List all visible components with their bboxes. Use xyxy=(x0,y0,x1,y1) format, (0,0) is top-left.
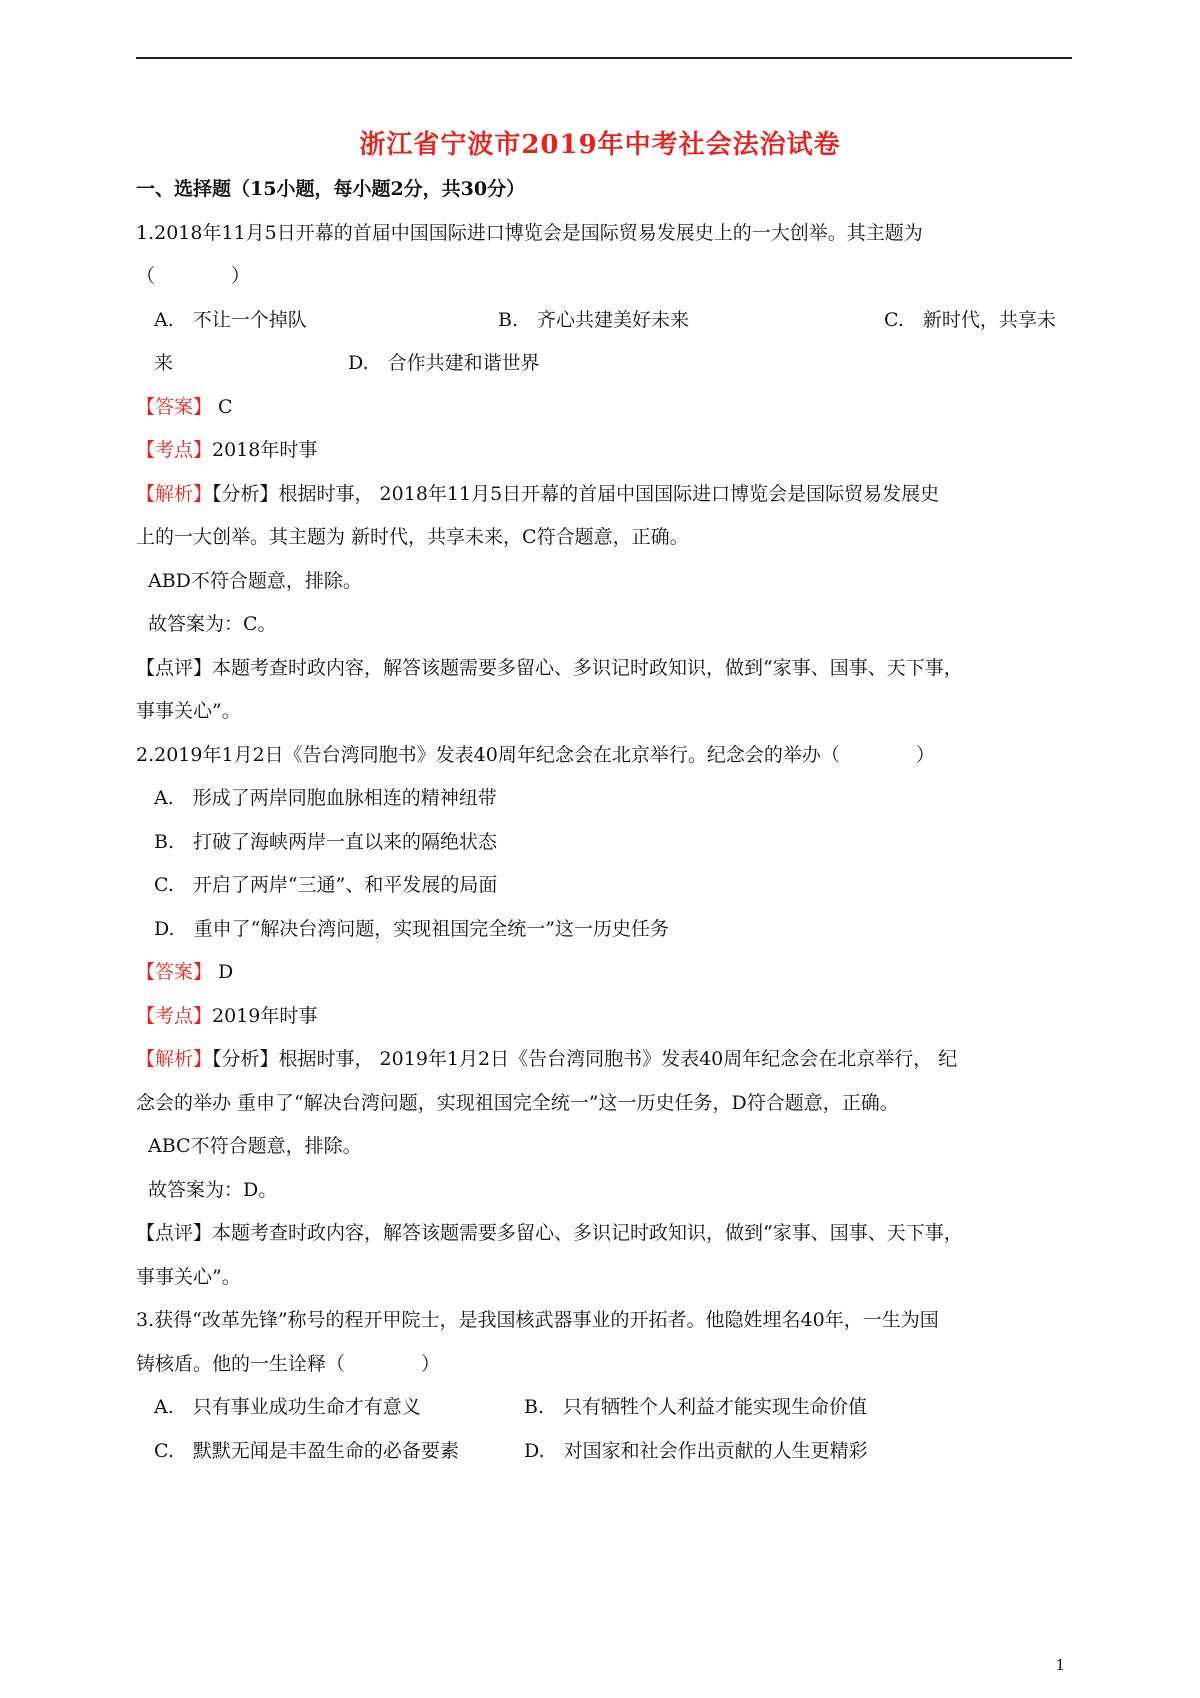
q1-option-d: D. 合作共建和谐世界 xyxy=(348,352,540,374)
q1-comment-line-2: 事事关心”。 xyxy=(136,700,241,722)
header-rule xyxy=(136,57,1072,59)
section-heading: 一、选择题（15小题，每小题2分，共30分） xyxy=(136,178,526,200)
q2-stem: 2.2019年1月2日《告台湾同胞书》发表40周年纪念会在北京举行。纪念会的举办（ ） xyxy=(136,744,935,766)
page-title: 浙江省宁波市2019年中考社会法治试卷 xyxy=(359,130,841,160)
q1-analysis-line-2: 上的一大创举。其主题为 新时代，共享未来，C符合题意，正确。 xyxy=(136,526,689,548)
q3-stem-line-2: 铸核盾。他的一生诠释（ ） xyxy=(136,1353,441,1375)
q1-analysis-line-1 xyxy=(136,481,939,507)
q2-analysis-line-4: 故答案为：D。 xyxy=(148,1179,278,1201)
q2-analysis-line-3: ABC不符合题意，排除。 xyxy=(148,1135,362,1157)
analysis-tag: 【解析】 xyxy=(136,483,213,505)
q1-option-b: B. 齐心共建美好未来 xyxy=(498,309,690,331)
q1-stem-line-2: （ ） xyxy=(136,265,251,287)
topic-tag: 【考点】 xyxy=(136,1005,213,1027)
q1-comment-line-1: 【点评】本题考查时政内容，解答该题需要多留心、多识记时政知识，做到“家事、国事、天下事， xyxy=(136,657,963,679)
q1-option-c-continued: 来 xyxy=(154,352,174,374)
analysis-tag: 【解析】 xyxy=(136,1048,213,1070)
q2-option-b: B. 打破了海峡两岸一直以来的隔绝状态 xyxy=(154,831,498,853)
page-number: 1 xyxy=(1055,1656,1065,1674)
q1-topic xyxy=(136,437,317,463)
answer-value: C xyxy=(212,396,233,418)
topic-value: 2018年时事 xyxy=(212,439,318,461)
answer-tag: 【答案】 xyxy=(136,396,213,418)
q2-analysis-line-1 xyxy=(136,1046,957,1072)
q3-stem-line-1: 3.获得“改革先锋”称号的程开甲院士，是我国核武器事业的开拓者。他隐姓埋名40年，一生为国 xyxy=(136,1309,939,1331)
q2-answer xyxy=(136,959,233,985)
analysis-text: 【分析】根据时事， 2018年11月5日开幕的首届中国国际进口博览会是国际贸易发展史 xyxy=(212,483,940,505)
q1-option-a: A. 不让一个掉队 xyxy=(154,309,307,331)
q1-answer xyxy=(136,394,233,420)
q3-option-b: B. 只有牺牲个人利益才能实现生命价值 xyxy=(524,1396,868,1418)
q2-option-a: A. 形成了两岸同胞血脉相连的精神纽带 xyxy=(154,787,497,809)
q2-option-c: C. 开启了两岸“三通”、和平发展的局面 xyxy=(154,874,498,896)
analysis-text: 【分析】根据时事， 2019年1月2日《告台湾同胞书》发表40周年纪念会在北京举行， 纪 xyxy=(212,1048,958,1070)
q1-analysis-line-3: ABD不符合题意，排除。 xyxy=(148,570,362,592)
q2-comment-line-2: 事事关心”。 xyxy=(136,1266,241,1288)
answer-tag: 【答案】 xyxy=(136,961,213,983)
topic-value: 2019年时事 xyxy=(212,1005,318,1027)
q2-topic xyxy=(136,1003,317,1029)
q3-option-a: A. 只有事业成功生命才有意义 xyxy=(154,1396,421,1418)
q2-analysis-line-2: 念会的举办 重申了“解决台湾问题，实现祖国完全统一”这一历史任务，D符合题意，正确。 xyxy=(136,1092,899,1114)
q2-option-d: D. 重申了“解决台湾问题，实现祖国完全统一”这一历史任务 xyxy=(154,918,670,940)
q2-comment-line-1: 【点评】本题考查时政内容，解答该题需要多留心、多识记时政知识，做到“家事、国事、天下事， xyxy=(136,1222,963,1244)
q1-stem-line-1: 1.2018年11月5日开幕的首届中国国际进口博览会是国际贸易发展史上的一大创举。其主题为 xyxy=(136,222,923,244)
topic-tag: 【考点】 xyxy=(136,439,213,461)
q1-option-c: C. 新时代，共享未 xyxy=(884,309,1056,331)
answer-value: D xyxy=(212,961,234,983)
q3-option-d: D. 对国家和社会作出贡献的人生更精彩 xyxy=(524,1440,868,1462)
q1-analysis-line-4: 故答案为：C。 xyxy=(148,613,277,635)
q3-option-c: C. 默默无闻是丰盈生命的必备要素 xyxy=(154,1440,459,1462)
